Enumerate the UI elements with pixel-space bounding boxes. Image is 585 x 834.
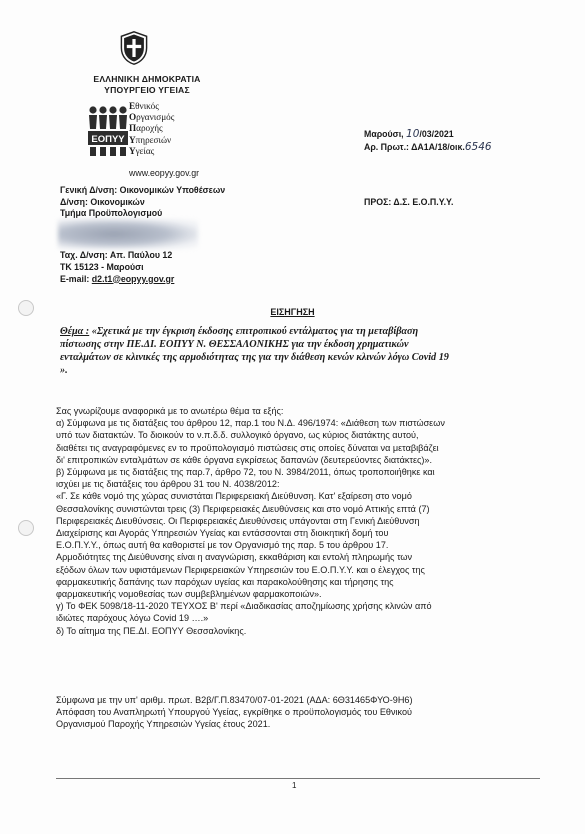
directorate: Δ/νση: Οικονομικών <box>60 196 145 207</box>
text-line: α) Σύμφωνα με τις διατάξεις του άρθρου 12, παρ.1 του Ν.Δ. 496/1974: «Διάθεση των πιστώσεων <box>56 418 445 429</box>
eopyy-name-line: Υπηρεσιών <box>129 134 172 145</box>
text-line: φαρμακευτικής νομοθεσίας των συμβεβλημένων φαρμακοποιών». <box>56 589 322 600</box>
text-line: Σύμφωνα με την υπ' αριθμ. πρωτ. Β2β/Γ.Π.83470/07-01-2021 (ΑΔΑ: 6Θ31465ΦΥΟ-9Η6) <box>56 695 413 705</box>
page-number: 1 <box>292 781 297 790</box>
place-date-block <box>364 128 492 154</box>
text-line: «Γ. Σε κάθε νομό της χώρας συνιστάται Περιφερειακή Διεύθυνση. Κατ' εξαίρεση στο νομό <box>56 491 412 502</box>
text-line: εξόδων όλων των υφιστάμενων Περιφερειακών Υπηρεσιών του Ε.Ο.Π.Υ.Υ. και ο έλεγχος της <box>56 564 425 575</box>
email-link[interactable]: d2.t1@eopyy.gov.gr <box>91 273 175 284</box>
text-line: Απόφαση του Αναπληρωτή Υπουργού Υγείας, εγκρίθηκε ο προϋπολογισμός του Εθνικού <box>56 707 413 718</box>
recipient: ΠΡΟΣ: Δ.Σ. Ε.Ο.Π.Υ.Υ. <box>364 197 454 207</box>
text-line: Διαχείρισης και Αγοράς Υπηρεσιών Υγείας και εντάσσονται στη διοικητική δομή του <box>56 528 389 539</box>
place: Μαρούσι, <box>364 129 404 139</box>
redacted-area <box>58 219 198 249</box>
sender-address <box>60 250 174 285</box>
protocol-line <box>364 141 492 154</box>
punch-hole <box>18 520 34 536</box>
footer-divider <box>56 778 540 779</box>
subject-line: ». <box>60 365 68 376</box>
protocol-label: Αρ. Πρωτ.: ΔΑ1Α/18/οικ. <box>364 142 465 152</box>
government-title: ΕΛΛΗΝΙΚΗ ΔΗΜΟΚΡΑΤΙΑ <box>93 74 201 84</box>
eopyy-name-line: Παροχής <box>129 123 163 134</box>
email-line <box>60 274 174 286</box>
text-line: ιδιώτες παρόχους λόγω Covid 19 ….» <box>56 613 209 624</box>
department: Τμήμα Προϋπολογισμού <box>60 208 163 218</box>
text-line: δ) Το αίτημα της ΠΕ.ΔΙ. ΕΟΠΥΥ Θεσσαλονίκης. <box>56 625 247 636</box>
text-line: Ε.Ο.Π.Υ.Υ., όπως αυτή θα καθοριστεί με τον Οργανισμό της παρ. 5 του άρθρου 17. <box>56 540 389 551</box>
eopyy-full-name <box>129 101 174 157</box>
document-heading: ΕΙΣΗΓΗΣΗ <box>270 307 315 317</box>
date-line <box>364 128 492 141</box>
text-line: φαρμακευτικής δαπάνης των παρόχων υγείας και παρακολούθησης και τήρησης της <box>56 576 394 587</box>
text-line: Θεσσαλονίκης συνιστώνται τρεις (3) Περιφερειακές Διευθύνσεις και στο νομό Αττικής επτά (7) <box>56 503 430 514</box>
eopyy-name-line: Υγείας <box>129 145 155 156</box>
text-line: γ) Το ΦΕΚ 5098/18-11-2020 ΤΕΥΧΟΣ Β' περί «Διαδικασίας αποζημίωσης χρήσης κλινών από <box>56 601 432 612</box>
eopyy-name-line: Οργανισμός <box>129 112 175 123</box>
subject-label: Θέμα : <box>60 326 90 337</box>
general-directorate: Γενική Δ/νση: Οικονομικών Υποθέσεων <box>60 185 226 195</box>
text-line: ισχύει με τις διατάξεις του άρθρου 31 του Ν. 4038/2012: <box>56 479 280 490</box>
text-line: Σας γνωρίζουμε αναφορικά με το ανωτέρω θέμα τα εξής: <box>56 406 284 416</box>
email-label: E-mail: <box>60 273 90 284</box>
street-address: Ταχ. Δ/νση: Απ. Παύλου 12 <box>60 250 173 260</box>
text-line: υπό των διατακτών. Το διοικούν το ν.π.δ.δ. συλλογικό όργανο, ως κύριος διατάκτης αυτού, <box>56 430 419 441</box>
text-line: β) Σύμφωνα με τις διατάξεις της παρ.7, άρθρο 72, του Ν. 3984/2011, όπως τροποποιήθηκε και <box>56 467 435 478</box>
handwritten-protocol-number: 6546 <box>464 141 492 153</box>
sender-service <box>60 185 225 220</box>
text-line: δι' επιτροπικών ενταλμάτων σε κάθε όργανα εγκρίσεως δαπανών (δευτερεύοντες διατάκτες)». <box>56 454 433 465</box>
website-url[interactable]: www.eopyy.gov.gr <box>129 168 200 178</box>
date-rest: /03/2021 <box>419 129 454 139</box>
ministry-name: ΥΠΟΥΡΓΕΙΟ ΥΓΕΙΑΣ <box>104 85 190 95</box>
text-line: διαθέτει τις αναγραφόμενες εν το προϋπολογισμό πιστώσεις στις οποίες δύναται να μεταβιβάζει <box>56 442 439 453</box>
text-line: Αρμοδιότητες της Διεύθυνσης είναι η αναγνώριση, εκκαθάριση και εντολή πληρωμής των <box>56 552 413 563</box>
eopyy-logo-text: ΕΟΠΥΥ <box>91 134 125 145</box>
subject-line: ενταλμάτων σε κλινικές της αρμοδιότητας της για την διάθεση κενών κλινών λόγω Covid 19 <box>60 352 449 363</box>
postcode: ΤΚ 15123 - Μαρούσι <box>60 261 144 272</box>
eopyy-name-line: Εθνικός <box>129 101 159 111</box>
body-text <box>56 405 540 637</box>
subject-block <box>60 325 536 377</box>
eopyy-logo-icon <box>84 104 132 164</box>
closing-text <box>56 694 540 731</box>
text-line: Περιφερειακές Διευθύνσεις. Οι Περιφερειακές Διευθύνσεις υπάγονται στη Γενική Διεύθυνση <box>56 515 420 526</box>
greek-emblem-icon <box>116 30 152 66</box>
subject-line: Θέμα : «Σχετικά με την έγκριση έκδοσης επιτροπικού εντάλματος για τη μεταβίβαση <box>60 326 419 337</box>
text-line: Οργανισμού Παροχής Υπηρεσιών Υγείας έτους 2021. <box>56 719 271 730</box>
handwritten-day: 10 <box>406 128 420 140</box>
subject-line: πίστωσης στην ΠΕ.ΔΙ. ΕΟΠΥΥ Ν. ΘΕΣΣΑΛΟΝΙΚΗΣ για την έκδοση χρηματικών <box>60 339 409 350</box>
